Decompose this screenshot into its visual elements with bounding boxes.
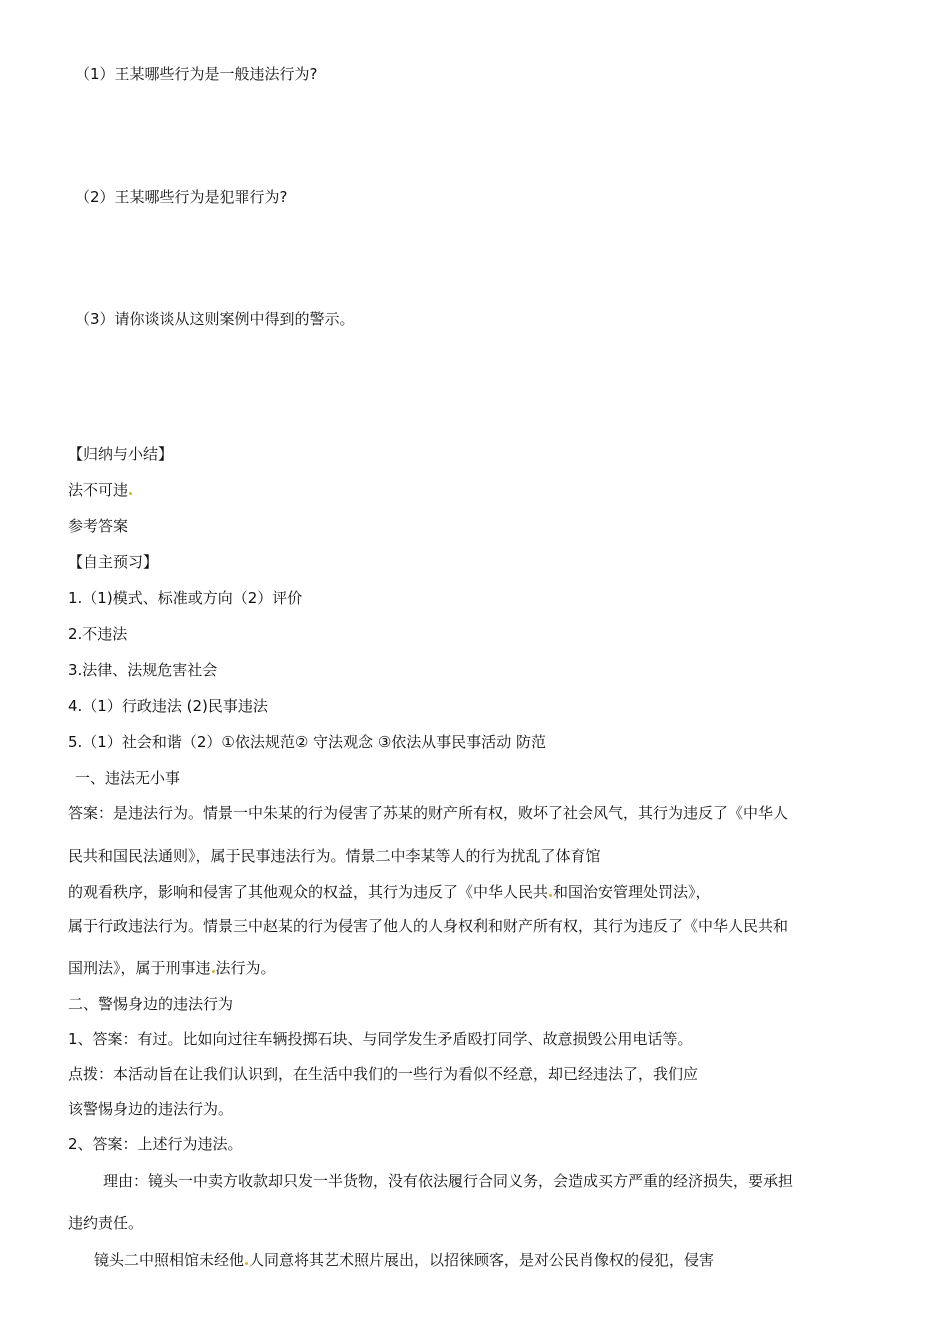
section-1-title: 一、违法无小事 [75,769,181,787]
mark-dot [129,492,132,495]
section-2-tip-line-1: 点拨：本活动旨在让我们认识到，在生活中我们的一些行为看似不经意，却已经违法了，我们应 [68,1065,699,1083]
preview-answer-5: 5.（1）社会和谐（2）①依法规范② 守法观念 ③依法从事民事活动 防范 [68,733,547,751]
preview-answer-2: 2.不违法 [68,625,128,643]
mark-dot [245,1262,248,1265]
section-1-line-4: 属于行政违法行为。情景三中赵某的行为侵害了他人的人身权利和财产所有权，其行为违反了《中华人民共和 [68,917,789,935]
summary-heading: 【归纳与小结】 [68,445,174,463]
section-2-reason-line-3: 镜头二中照相馆未经他 人同意将其艺术照片展出，以招徕顾客，是对公民肖像权的侵犯，侵害 [94,1251,715,1269]
preview-answer-4: 4.（1）行政违法 (2)民事违法 [68,697,268,715]
summary-line: 法不可违 [68,480,133,500]
section-2-reason-line-1: 理由：镜头一中卖方收款却只发一半货物，没有依法履行合同义务，会造成买方严重的经济损失，要承担 [103,1172,794,1190]
section-1-line-2: 民共和国民法通则》，属于民事违法行为。情景二中李某等人的行为扰乱了体育馆 [68,847,601,865]
question-2: （2）王某哪些行为是犯罪行为? [75,188,288,206]
section-2-answer-1: 1、答案：有过。比如向过往车辆投掷石块、与同学发生矛盾殴打同学、故意损毁公用电话等。 [68,1030,693,1048]
section-1-line-3: 的观看秩序，影响和侵害了其他观众的权益，其行为违反了《中华人民共 和国治安管理处罚法》， [68,883,711,901]
question-3: （3）请你谈谈从这则案例中得到的警示。 [75,310,355,328]
section-2-reason-line-2: 违约责任。 [68,1214,144,1232]
section-2-title: 二、警惕身边的违法行为 [68,995,234,1013]
mark-dot [549,894,552,897]
preview-answer-1: 1.（1)模式、标准或方向（2）评价 [68,589,303,607]
section-2-tip-line-2: 该警惕身边的违法行为。 [68,1100,234,1118]
preview-heading: 【自主预习】 [68,553,159,571]
section-1-line-1: 答案：是违法行为。情景一中朱某的行为侵害了苏某的财产所有权，败坏了社会风气，其行为违反了《中华人 [68,804,789,822]
answers-title: 参考答案 [68,517,129,535]
question-1: （1）王某哪些行为是一般违法行为? [75,65,318,83]
section-2-answer-2: 2、答案：上述行为违法。 [68,1135,243,1153]
mark-dot [212,970,215,973]
preview-answer-3: 3.法律、法规危害社会 [68,661,218,679]
section-1-line-5: 国刑法》，属于刑事违 法行为。 [68,959,276,977]
